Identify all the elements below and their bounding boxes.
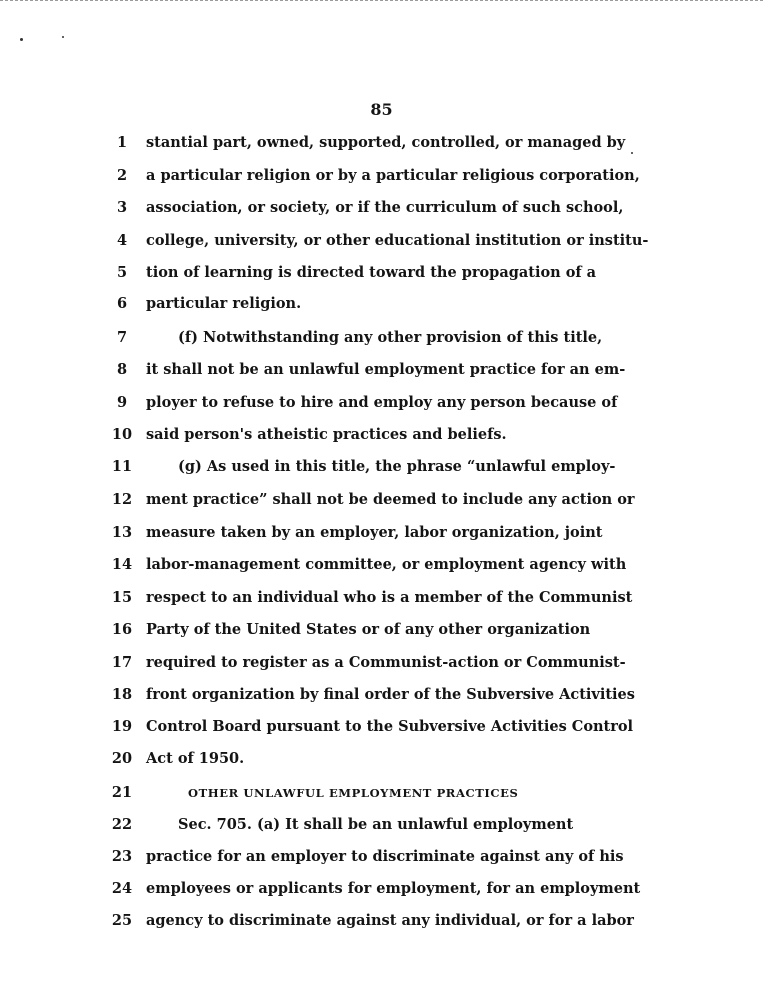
line-number: 9 bbox=[116, 394, 128, 411]
line-number: 8 bbox=[116, 361, 128, 378]
scan-speck bbox=[20, 38, 23, 41]
text-line bbox=[110, 131, 626, 155]
section-heading: OTHER UNLAWFUL EMPLOYMENT PRACTICES bbox=[188, 786, 519, 800]
line-text: required to register as a Communist-action or Communist- bbox=[146, 654, 626, 671]
line-text: stantial part, owned, supported, controlled, or managed by bbox=[146, 134, 626, 151]
text-line bbox=[110, 261, 597, 285]
line-number: 2 bbox=[116, 167, 128, 184]
text-line bbox=[110, 358, 626, 382]
line-number: 7 bbox=[116, 329, 128, 346]
text-line bbox=[110, 683, 635, 707]
line-number: 18 bbox=[111, 686, 133, 703]
text-line bbox=[110, 196, 624, 220]
line-number: 11 bbox=[111, 458, 133, 475]
line-text: tion of learning is directed toward the propagation of a bbox=[146, 264, 597, 281]
line-text: college, university, or other educational institution or institu- bbox=[146, 232, 649, 249]
text-line bbox=[110, 909, 634, 933]
line-number: 1 bbox=[116, 134, 128, 151]
scan-speck bbox=[631, 152, 633, 154]
text-line bbox=[110, 455, 616, 479]
scan-speck bbox=[62, 36, 64, 38]
line-number: 6 bbox=[116, 295, 128, 312]
text-line bbox=[110, 747, 570, 771]
line-text: front organization by final order of the Subversive Activities bbox=[146, 686, 635, 703]
text-line bbox=[110, 488, 635, 512]
line-text: Control Board pursuant to the Subversive Activities Control bbox=[146, 718, 634, 735]
line-number: 15 bbox=[111, 589, 133, 606]
text-line bbox=[110, 423, 570, 447]
line-number: 17 bbox=[111, 654, 133, 671]
line-number: 5 bbox=[116, 264, 128, 281]
line-number: 20 bbox=[111, 750, 133, 767]
text-line bbox=[110, 651, 626, 675]
line-number: 21 bbox=[111, 784, 133, 801]
text-line bbox=[110, 553, 627, 577]
top-border bbox=[0, 0, 763, 1]
line-text: association, or society, or if the curriculum of such school, bbox=[146, 199, 624, 216]
line-number: 4 bbox=[116, 232, 128, 249]
text-line bbox=[110, 292, 570, 316]
line-number: 25 bbox=[111, 912, 133, 929]
line-text: agency to discriminate against any individual, or for a labor bbox=[146, 912, 634, 929]
line-number: 22 bbox=[111, 816, 133, 833]
text-line bbox=[110, 521, 603, 545]
text-line bbox=[110, 586, 633, 610]
text-line bbox=[110, 391, 618, 415]
line-text: particular religion. bbox=[146, 295, 302, 312]
line-text: (g) As used in this title, the phrase “unlawful employ- bbox=[178, 458, 616, 475]
text-line bbox=[110, 164, 640, 188]
text-line bbox=[110, 326, 603, 350]
text-line bbox=[110, 781, 570, 805]
line-text: it shall not be an unlawful employment practice for an em- bbox=[146, 361, 626, 378]
line-text: (f) Notwithstanding any other provision of this title, bbox=[178, 329, 603, 346]
line-text: ment practice” shall not be deemed to include any action or bbox=[146, 491, 635, 508]
line-text: labor-management committee, or employment agency with bbox=[146, 556, 627, 573]
line-text: respect to an individual who is a member of the Communist bbox=[146, 589, 633, 606]
line-text: ployer to refuse to hire and employ any person because of bbox=[146, 394, 618, 411]
line-number: 24 bbox=[111, 880, 133, 897]
line-text: Act of 1950. bbox=[146, 750, 245, 767]
page-number: 85 bbox=[370, 100, 393, 119]
line-text: a particular religion or by a particular religious corporation, bbox=[146, 167, 640, 184]
line-text: practice for an employer to discriminate against any of his bbox=[146, 848, 624, 865]
line-number: 16 bbox=[111, 621, 133, 638]
line-number: 3 bbox=[116, 199, 128, 216]
line-number: 10 bbox=[111, 426, 133, 443]
text-line bbox=[110, 877, 641, 901]
line-text: Sec. 705. (a) It shall be an unlawful employment bbox=[178, 816, 574, 833]
line-number: 23 bbox=[111, 848, 133, 865]
text-line bbox=[110, 715, 634, 739]
line-text: employees or applicants for employment, for an employment bbox=[146, 880, 641, 897]
line-text: Party of the United States or of any other organization bbox=[146, 621, 591, 638]
line-number: 19 bbox=[111, 718, 133, 735]
text-line bbox=[110, 229, 649, 253]
line-text: measure taken by an employer, labor organization, joint bbox=[146, 524, 603, 541]
line-number: 13 bbox=[111, 524, 133, 541]
text-line bbox=[110, 618, 591, 642]
text-line bbox=[110, 813, 574, 837]
line-number: 14 bbox=[111, 556, 133, 573]
line-text: said person's atheistic practices and beliefs. bbox=[146, 426, 507, 443]
line-number: 12 bbox=[111, 491, 133, 508]
text-line bbox=[110, 845, 624, 869]
